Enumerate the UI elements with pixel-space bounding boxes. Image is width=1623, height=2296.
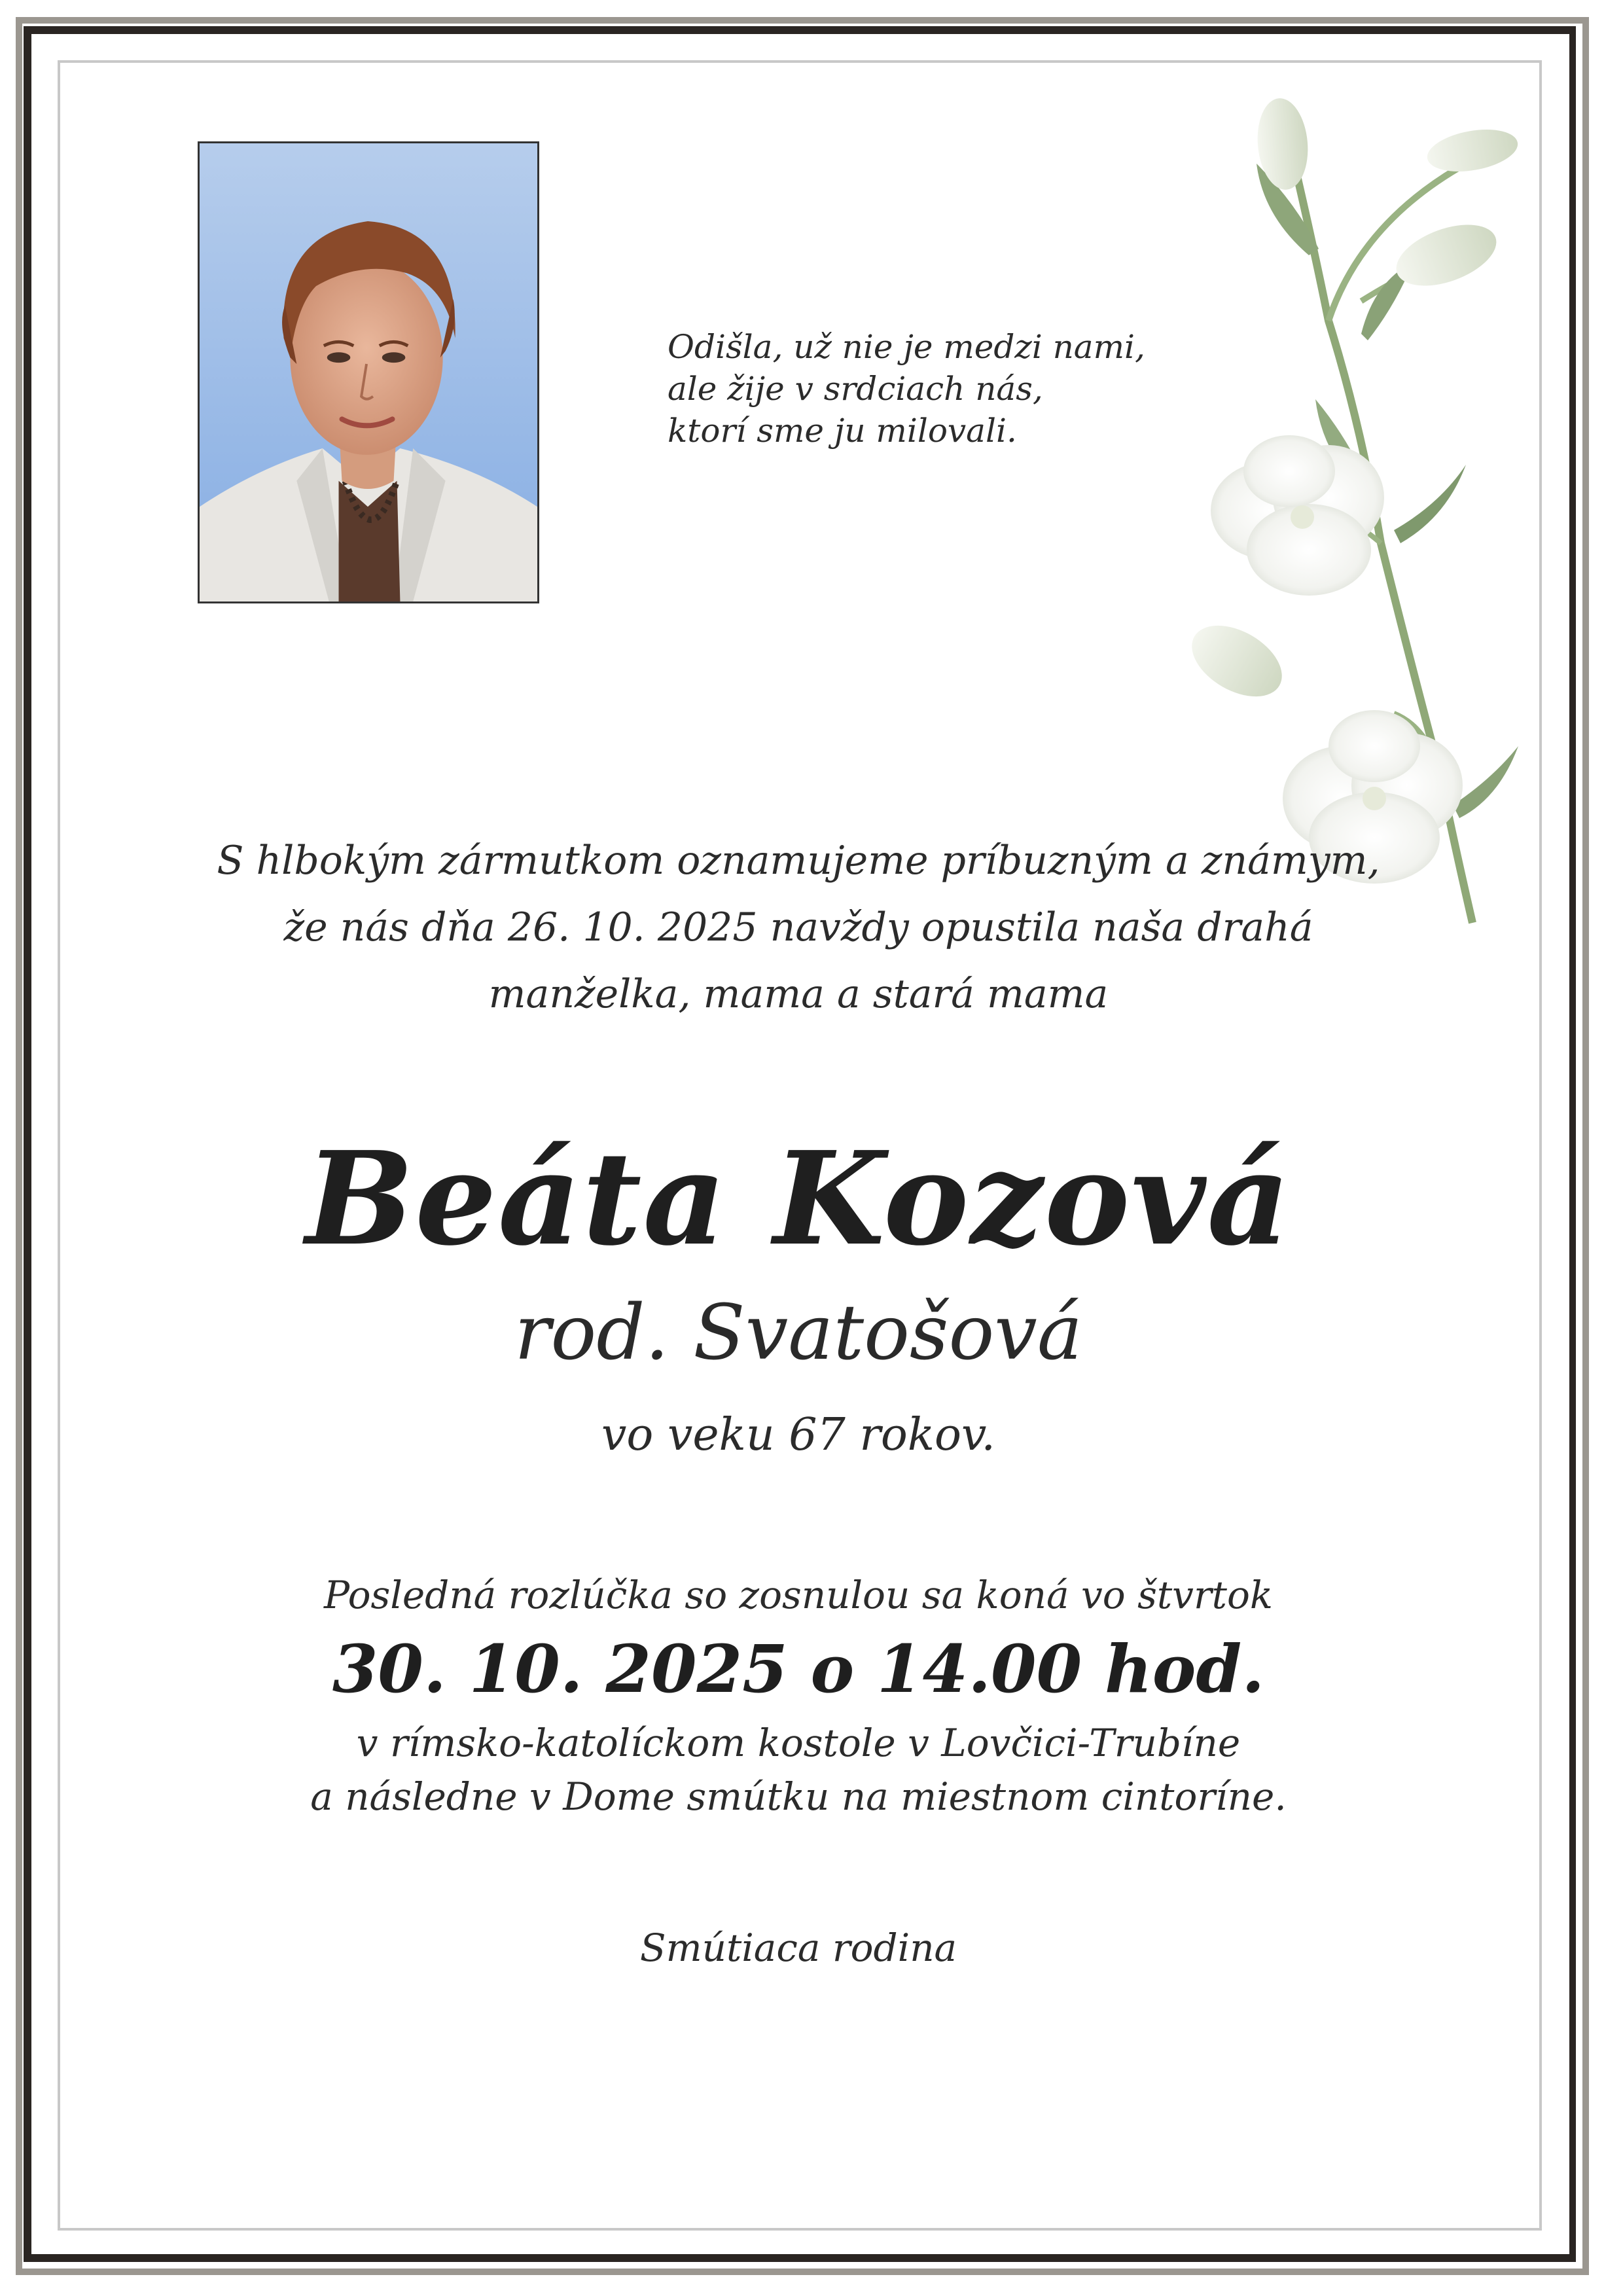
quote-line-2: ale žije v srdciach nás, xyxy=(668,370,1043,408)
announcement-line-3: manželka, mama a stará mama xyxy=(488,971,1109,1017)
ceremony-place-line-2: a následne v Dome smútku na miestnom cintoríne. xyxy=(310,1774,1287,1819)
maiden-name: rod. Svatošová xyxy=(514,1289,1082,1377)
deceased-age: vo veku 67 rokov. xyxy=(601,1409,995,1461)
deceased-name: Beáta Kozová xyxy=(305,1124,1292,1274)
quote-line-1: Odišla, už nie je medzi nami, xyxy=(668,328,1145,366)
portrait-photo xyxy=(198,141,539,603)
announcement-text xyxy=(59,827,1538,1028)
portrait-image xyxy=(200,143,537,601)
quote-line-3: ktorí sme ju milovali. xyxy=(668,412,1017,450)
ceremony-intro: Posledná rozlúčka so zosnulou sa koná vo štvrtok xyxy=(323,1573,1274,1617)
announcement-line-2: že nás dňa 26. 10. 2025 navždy opustila naša drahá xyxy=(283,905,1313,950)
announcement-line-1: S hlbokým zármutkom oznamujeme príbuzným a známym, xyxy=(217,838,1380,884)
ceremony-place-line-1: v rímsko-katolíckom kostole v Lovčici-Trubíne xyxy=(356,1721,1241,1765)
memorial-quote xyxy=(668,326,1145,452)
ceremony-datetime: 30. 10. 2025 o 14.00 hod. xyxy=(332,1630,1265,1708)
ceremony-place xyxy=(59,1716,1538,1823)
family-signature: Smútiaca rodina xyxy=(639,1926,957,1970)
